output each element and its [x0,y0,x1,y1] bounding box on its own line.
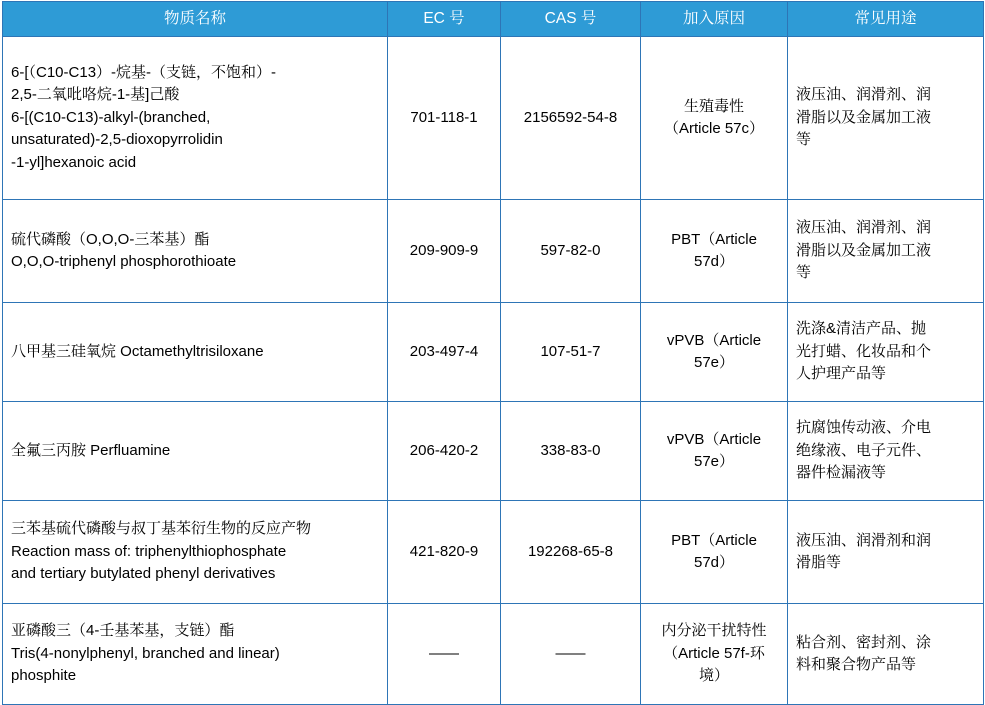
cell-common-use [788,303,984,402]
use-line: 光打蜡、化妆品和个 [796,342,932,360]
use-line: 滑脂以及金属加工液 [796,108,932,126]
reason-line: 57d） [693,253,735,270]
cell-ec-number: —— [388,604,501,705]
substance-name-line: 硫代磷酸（O,O,O-三苯基）酯 [11,230,210,248]
substance-name-line: 6-[(C10-C13)-alkyl-(branched, [11,108,211,126]
table-row [3,501,984,604]
table-row [3,604,984,705]
use-line: 料和聚合物产品等 [796,656,917,673]
cell-common-use [788,402,984,501]
substance-name-line: 三苯基硫代磷酸与叔丁基苯衍生物的反应产物 [11,520,312,538]
substance-table-container [0,1,985,705]
cell-cas-number: 192268-65-8 [501,501,641,604]
table-row [3,402,984,501]
reason-line: 57d） [693,554,735,571]
use-line: 等 [796,131,812,149]
substance-name-line: Reaction mass of: triphenylthiophosphate [11,542,287,560]
cell-cas-number: 107-51-7 [501,303,641,402]
svhc-substance-table [2,1,984,705]
cell-substance-name [3,37,388,200]
use-line: 液压油、润滑剂和润 [796,531,932,549]
cell-reason [641,200,788,303]
use-line: 等 [796,264,812,282]
use-line: 器件检漏液等 [796,464,887,482]
reason-line: 境） [698,667,729,685]
use-line: 抗腐蚀传动液、介电 [796,419,932,437]
reason-line: 内分泌干扰特性 [661,622,767,640]
use-line: 人护理产品等 [796,365,887,383]
use-line: 液压油、润滑剂、润 [796,86,932,104]
use-line: 绝缘液、电子元件、 [796,441,932,459]
cell-ec-number: 206-420-2 [388,402,501,501]
cell-reason [641,604,788,705]
reason-line: PBT（Article [671,531,757,549]
column-header-reason: 加入原因 [641,2,788,37]
substance-name-line: 2,5-二氧吡咯烷-1-基]己酸 [11,86,180,104]
column-header-common-use: 常见用途 [788,2,984,37]
use-line: 洗涤&清洁产品、抛 [796,320,927,338]
cell-common-use [788,501,984,604]
column-header-ec-number: EC 号 [388,2,501,37]
reason-line: （Article 57f-环 [663,644,765,662]
table-row [3,200,984,303]
substance-name-line: and tertiary butylated phenyl derivatives [11,565,276,583]
table-row [3,37,984,200]
cell-reason [641,501,788,604]
reason-line: 生殖毒性 [683,97,744,115]
cell-cas-number: 338-83-0 [501,402,641,501]
cell-common-use [788,37,984,200]
reason-line: vPVB（Article [666,331,762,349]
substance-name-line: phosphite [11,667,77,685]
substance-name-line: 八甲基三硅氧烷 Octamethyltrisiloxane [11,342,264,360]
cell-ec-number: 421-820-9 [388,501,501,604]
use-line: 滑脂以及金属加工液 [796,241,932,259]
reason-line: 57e） [693,453,735,470]
column-header-substance-name: 物质名称 [3,2,388,37]
cell-ec-number: 209-909-9 [388,200,501,303]
cell-cas-number: —— [501,604,641,705]
cell-common-use [788,200,984,303]
table-row [3,303,984,402]
substance-name-line: O,O,O-triphenyl phosphorothioate [11,253,237,270]
reason-line: PBT（Article [671,230,757,248]
cell-substance-name [3,501,388,604]
substance-name-line: 亚磷酸三（4-壬基苯基，支链）酯 [11,622,235,640]
substance-name-line: 全氟三丙胺 Perfluamine [11,441,171,459]
reason-line: 57e） [693,354,735,371]
cell-reason [641,37,788,200]
use-line: 液压油、润滑剂、润 [796,219,932,237]
table-header-row [3,2,984,37]
cell-reason [641,402,788,501]
substance-name-line: -1-yl]hexanoic acid [11,153,137,171]
use-line: 粘合剂、密封剂、涂 [796,633,932,651]
substance-name-line: unsaturated)-2,5-dioxopyrrolidin [11,131,223,149]
use-line: 滑脂等 [796,554,842,571]
cell-cas-number: 2156592-54-8 [501,37,641,200]
cell-substance-name [3,604,388,705]
cell-reason [641,303,788,402]
cell-common-use [788,604,984,705]
cell-ec-number: 203-497-4 [388,303,501,402]
column-header-cas-number: CAS 号 [501,2,641,37]
cell-substance-name [3,200,388,303]
reason-line: vPVB（Article [666,430,762,448]
substance-name-line: Tris(4-nonylphenyl, branched and linear) [11,644,280,662]
cell-substance-name [3,402,388,501]
substance-name-line: 6-[（C10-C13）-烷基-（支链，不饱和）- [11,63,277,81]
reason-line: （Article 57c） [663,120,765,137]
cell-ec-number: 701-118-1 [388,37,501,200]
cell-cas-number: 597-82-0 [501,200,641,303]
cell-substance-name [3,303,388,402]
